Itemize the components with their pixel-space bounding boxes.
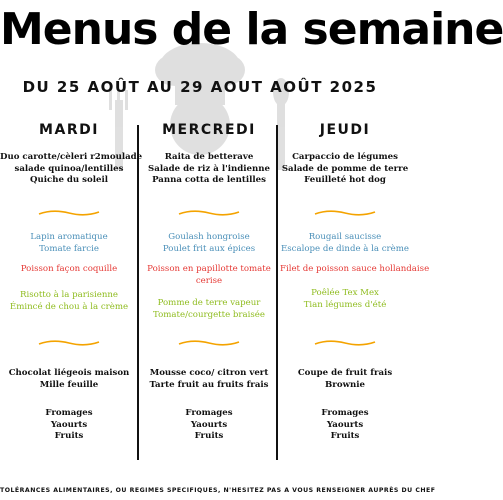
menu-item: Poulet frit aux épices — [162, 243, 256, 254]
day-column-jeudi — [280, 118, 430, 460]
menu-item: Fruits — [54, 431, 84, 441]
menu-item: salade quinoa/lentilles — [14, 163, 124, 174]
main-course-list — [141, 232, 277, 255]
menu-item: Yaourts — [190, 419, 228, 430]
menu-item: Fruits — [194, 431, 224, 441]
menu-item: Fromages — [185, 408, 233, 418]
menu-item: Escalope de dinde à la crème — [281, 243, 409, 254]
menu-item: Fruits — [330, 431, 360, 441]
menu-item: Brownie — [325, 379, 365, 390]
dessert-list — [280, 368, 410, 391]
menu-item: Filet de poisson sauce hollandaise — [280, 264, 430, 274]
menu-item: Lapin aromatique — [30, 232, 108, 242]
menu-item: Feuilleté hot dog — [304, 175, 386, 185]
menu-item: Yaourts — [326, 419, 364, 430]
menu-item: Salade de pomme de terre — [281, 163, 409, 174]
day-heading: MERCREDI — [162, 122, 256, 138]
side-dish-list — [0, 290, 138, 313]
menu-item: Panna cotta de lentilles — [152, 175, 266, 185]
menu-item: Chocolat liégeois maison — [8, 368, 130, 378]
page-title: Menus de la semaine — [0, 4, 503, 55]
day-heading: JEUDI — [319, 122, 371, 138]
fish-course-list — [0, 264, 138, 276]
starters-list — [0, 152, 143, 187]
menu-item: Tian légumes d'été — [303, 299, 387, 310]
menu-item: Poisson en papillotte tomate — [147, 264, 271, 274]
swirl-ornament-icon — [37, 338, 101, 348]
menu-item: Mousse coco/ citron vert — [149, 368, 269, 378]
fish-course-list — [280, 264, 430, 276]
menu-item: Goulash hongroise — [168, 232, 250, 242]
day-column-mercredi — [141, 118, 277, 460]
extras-list — [280, 408, 410, 443]
side-dish-list — [280, 288, 410, 311]
menu-item: Quiche du soleil — [29, 175, 109, 185]
menu-item: Fromages — [321, 408, 369, 418]
day-heading: MARDI — [39, 122, 99, 138]
menu-item: Rougail saucisse — [308, 232, 382, 242]
swirl-ornament-icon — [177, 338, 241, 348]
menu-item: Poêlée Tex Mex — [311, 288, 379, 298]
extras-list — [0, 408, 138, 443]
dessert-list — [141, 368, 277, 391]
menu-item: Fromages — [45, 408, 93, 418]
swirl-ornament-icon — [37, 208, 101, 218]
swirl-ornament-icon — [177, 208, 241, 218]
swirl-ornament-icon — [313, 208, 377, 218]
dessert-list — [0, 368, 138, 391]
starters-list — [141, 152, 277, 187]
menu-item: Tomate/courgette braisée — [153, 309, 265, 320]
menu-item: Raita de betterave — [164, 152, 254, 162]
fish-course-list — [141, 264, 277, 287]
menu-item: Salade de riz à l'indienne — [148, 163, 270, 174]
menu-item: Mille feuille — [39, 379, 99, 390]
footer-note: TOLÉRANCES ALIMENTAIRES, OU REGIMES SPECIFIQUES, N'HESITEZ PAS A VOUS RENSEIGNER AUPRÈS DU CHEF — [0, 487, 436, 494]
menu-item: Risotto à la parisienne — [20, 290, 118, 300]
menu-item: Poisson façon coquille — [20, 264, 118, 274]
side-dish-list — [141, 298, 277, 321]
menu-item: cerise — [195, 275, 223, 286]
menu-item: Émincé de chou à la crème — [9, 301, 129, 312]
menu-item: Coupe de fruit frais — [297, 368, 393, 378]
starters-list — [280, 152, 410, 187]
menu-item: Carpaccio de légumes — [292, 152, 398, 162]
day-column-mardi — [0, 118, 143, 460]
extras-list — [141, 408, 277, 443]
swirl-ornament-icon — [313, 338, 377, 348]
menu-item: Tarte fruit au fruits frais — [149, 379, 269, 390]
menu-item: Tomate farcie — [39, 243, 99, 254]
menu-item: Duo carotte/cèleri r2moulade — [0, 152, 143, 162]
menu-item: Yaourts — [50, 419, 88, 430]
menu-item: Pomme de terre vapeur — [157, 298, 261, 308]
main-course-list — [0, 232, 138, 255]
main-course-list — [280, 232, 410, 255]
date-range: DU 25 AOÛT AU 29 AOUT AOÛT 2025 — [22, 78, 378, 96]
